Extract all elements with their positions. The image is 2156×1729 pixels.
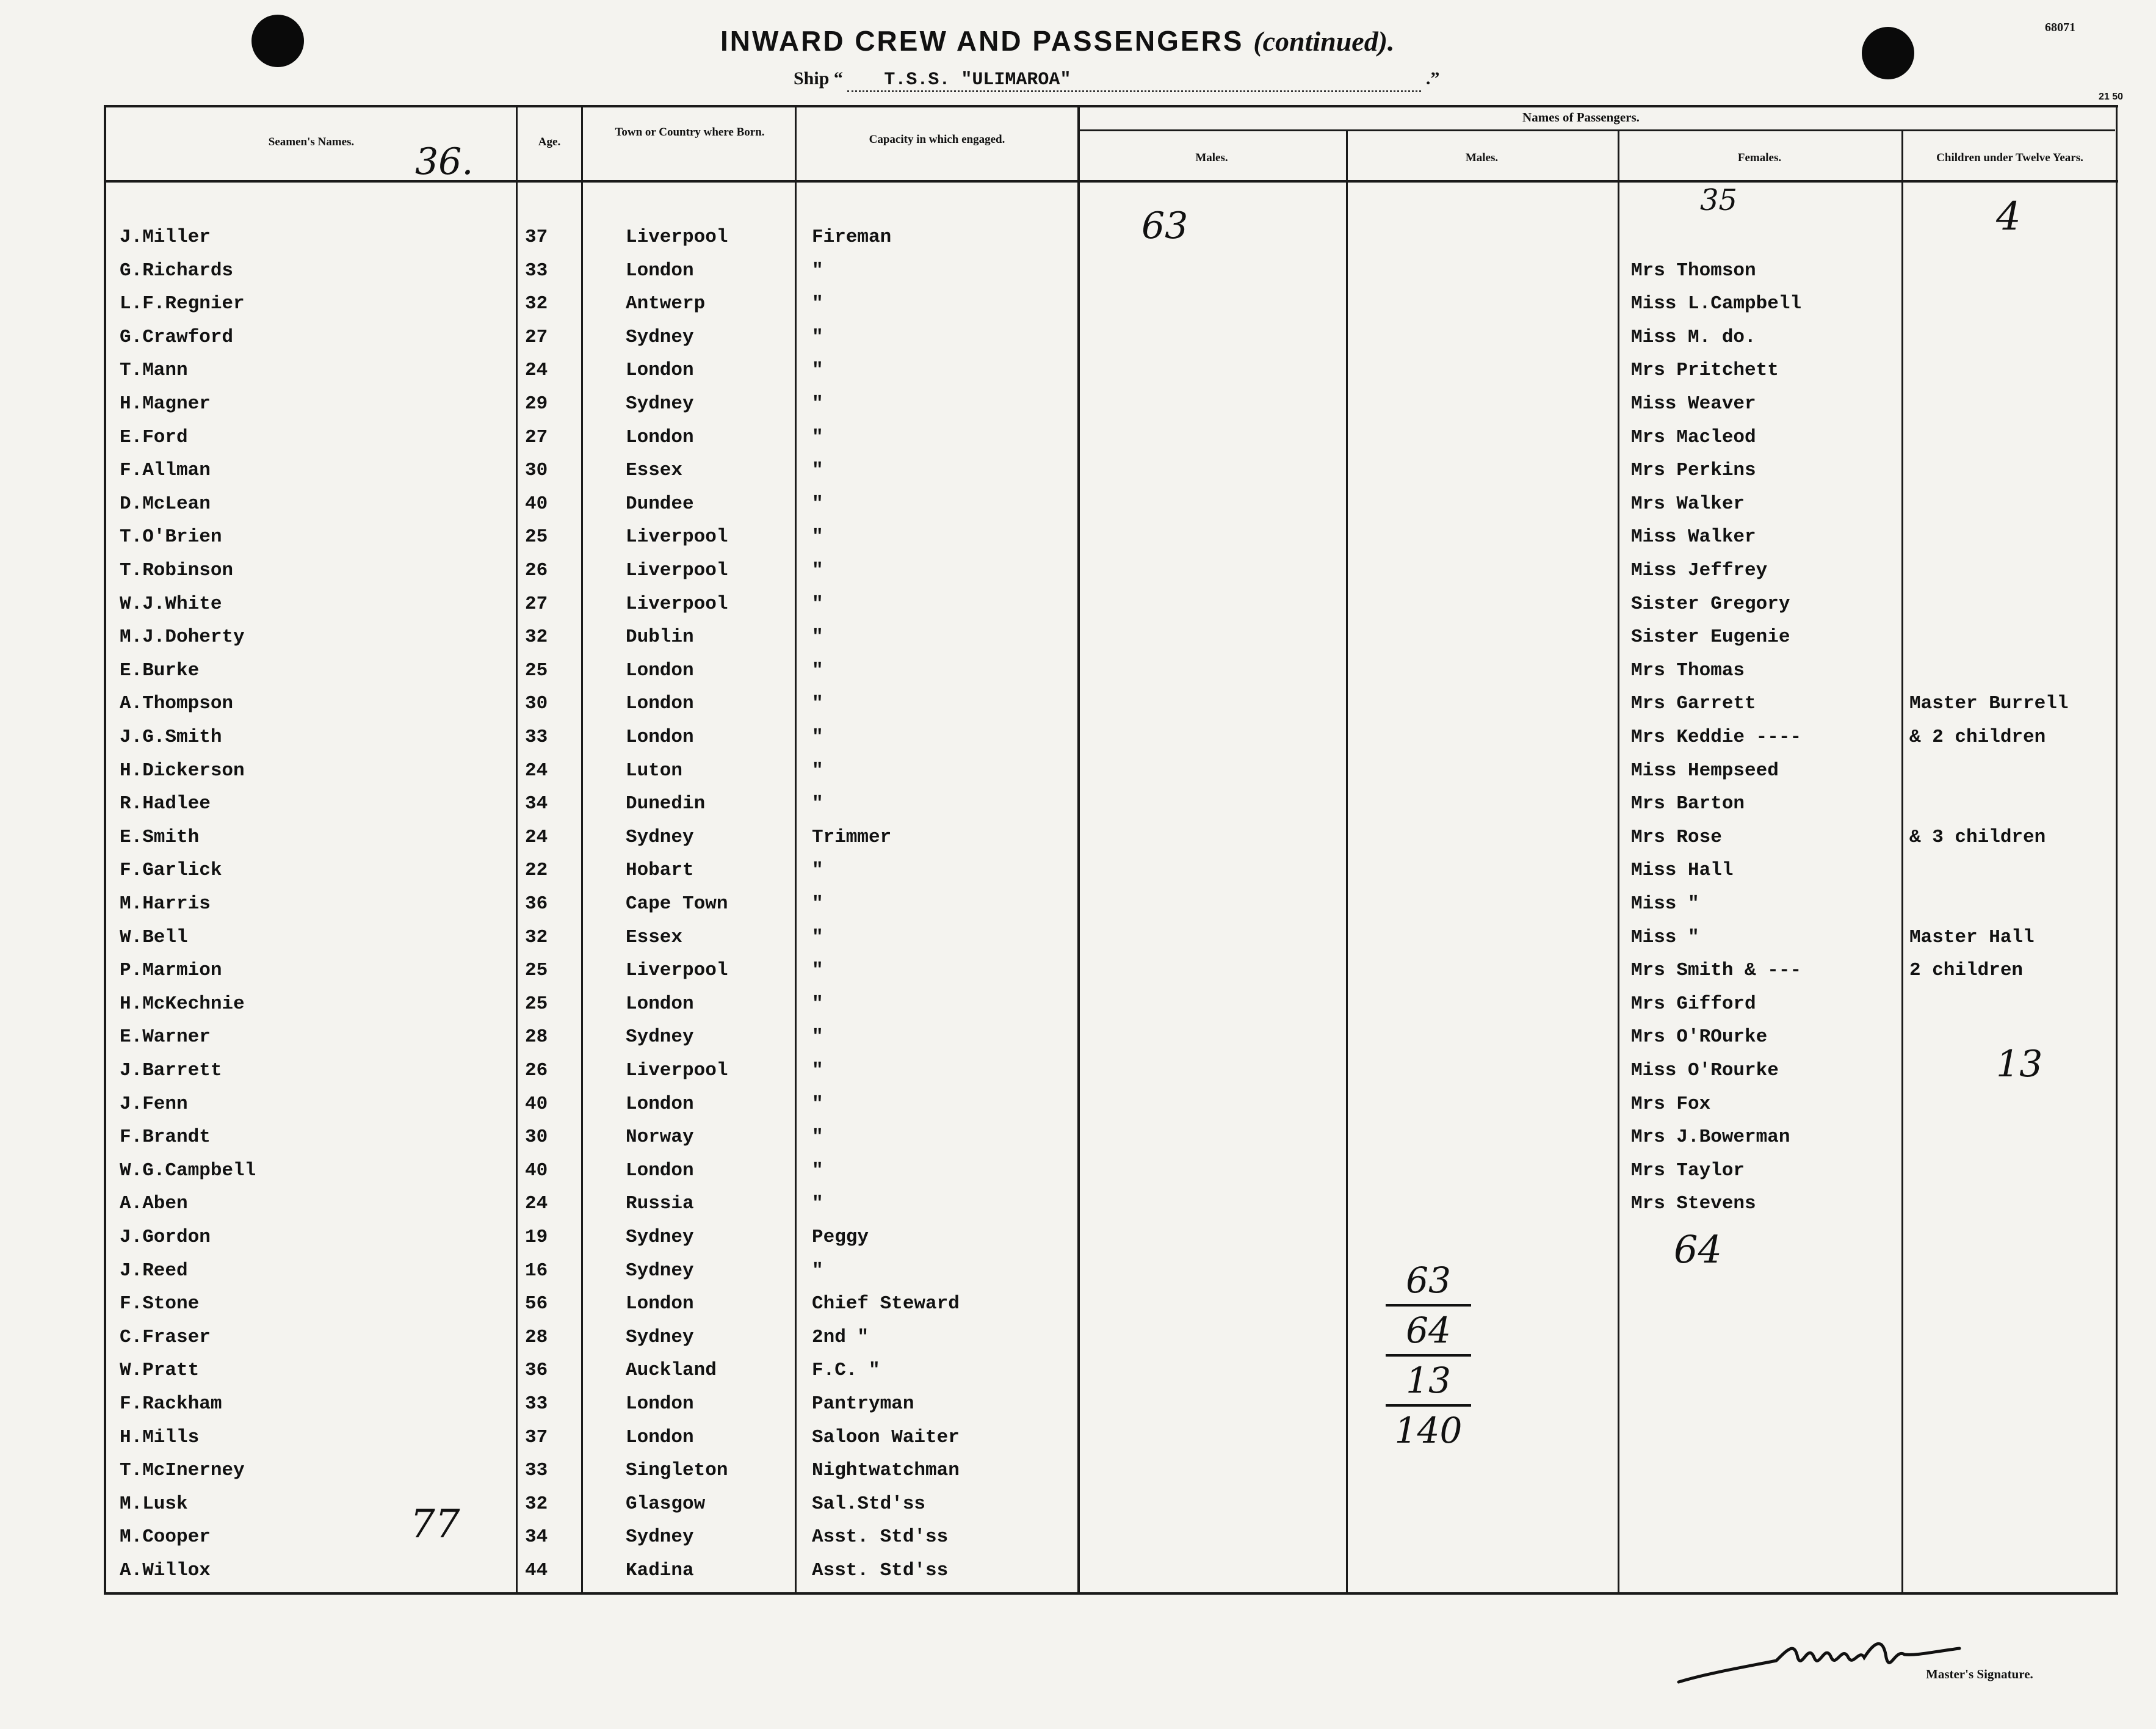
seaman-capacity: " <box>812 727 823 748</box>
seaman-name: H.Dickerson <box>120 759 245 781</box>
seaman-age: 26 <box>525 1060 548 1081</box>
seaman-age: 40 <box>525 1093 548 1115</box>
seaman-name: E.Warner <box>120 1026 211 1048</box>
seaman-birthplace: London <box>626 1093 694 1115</box>
seaman-birthplace: Essex <box>626 926 683 948</box>
seaman-birthplace: London <box>626 659 694 681</box>
seaman-name: T.Robinson <box>120 560 234 581</box>
seaman-name: W.Bell <box>120 926 188 948</box>
seaman-name: E.Burke <box>120 659 200 681</box>
seaman-birthplace: London <box>626 993 694 1015</box>
seaman-birthplace: London <box>626 1426 694 1448</box>
seaman-capacity: " <box>812 526 823 548</box>
seaman-birthplace: Norway <box>626 1126 694 1148</box>
seaman-capacity: " <box>812 259 823 281</box>
seaman-birthplace: Liverpool <box>626 593 728 615</box>
seaman-capacity: " <box>812 360 823 382</box>
seaman-birthplace: London <box>626 1393 694 1415</box>
seaman-name: F.Allman <box>120 460 211 482</box>
seaman-birthplace: Auckland <box>626 1360 717 1382</box>
seaman-birthplace: Liverpool <box>626 560 728 581</box>
seaman-capacity: " <box>812 960 823 982</box>
female-passenger: Mrs Stevens <box>1631 1193 1756 1215</box>
handwritten-female-count: 35 <box>1700 183 1738 217</box>
seaman-capacity: " <box>812 1260 823 1281</box>
seaman-name: W.G.Campbell <box>120 1159 256 1181</box>
seaman-birthplace: Dundee <box>626 493 694 515</box>
seaman-name: W.Pratt <box>120 1360 200 1382</box>
female-passenger: Miss O'Rourke <box>1631 1060 1779 1081</box>
col-rule-left <box>104 105 106 1595</box>
header-town: Town or Country where Born. <box>615 126 765 139</box>
female-passenger: Miss " <box>1631 926 1699 948</box>
seaman-capacity: Asst. Std'ss <box>812 1560 949 1581</box>
seaman-birthplace: Liverpool <box>626 227 728 248</box>
seaman-capacity: 2nd " <box>812 1326 869 1348</box>
female-passenger: Mrs Fox <box>1631 1093 1711 1115</box>
seaman-capacity: " <box>812 626 823 648</box>
seaman-name: R.Hadlee <box>120 793 211 815</box>
col-rule-town <box>581 105 583 1595</box>
seaman-capacity: " <box>812 393 823 415</box>
header-bottom-rule <box>104 180 2118 183</box>
handwritten-crew-count: 36. <box>415 140 474 183</box>
seaman-age: 24 <box>525 1193 548 1215</box>
child-passenger: Master Burrell <box>1909 693 2069 715</box>
seaman-birthplace: Singleton <box>626 1460 728 1482</box>
seaman-name: M.J.Doherty <box>120 626 245 648</box>
col-rule-children <box>1901 129 1903 1595</box>
seaman-capacity: " <box>812 993 823 1015</box>
seaman-name: L.F.Regnier <box>120 293 245 315</box>
female-passenger: Mrs Keddie ---- <box>1631 727 1802 748</box>
female-passenger: Mrs Walker <box>1631 493 1745 515</box>
seaman-age: 32 <box>525 626 548 648</box>
handwritten-males-count: 63 <box>1141 205 1188 247</box>
seaman-age: 32 <box>525 926 548 948</box>
seaman-birthplace: Luton <box>626 759 683 781</box>
female-passenger: Mrs Rose <box>1631 826 1722 848</box>
seaman-name: M.Harris <box>120 893 211 915</box>
seaman-age: 27 <box>525 426 548 448</box>
seaman-name: A.Aben <box>120 1193 188 1215</box>
seaman-age: 25 <box>525 960 548 982</box>
seaman-birthplace: Sydney <box>626 1326 694 1348</box>
ship-label: Ship “ <box>794 68 843 89</box>
seaman-capacity: " <box>812 893 823 915</box>
seaman-birthplace: Dunedin <box>626 793 706 815</box>
seaman-age: 29 <box>525 393 548 415</box>
seaman-age: 27 <box>525 326 548 348</box>
seaman-capacity: " <box>812 1093 823 1115</box>
seaman-name: F.Garlick <box>120 860 222 882</box>
tally-line: 64 <box>1386 1307 1471 1357</box>
seaman-age: 28 <box>525 1326 548 1348</box>
seaman-birthplace: Antwerp <box>626 293 706 315</box>
seaman-capacity: Nightwatchman <box>812 1460 960 1482</box>
signature-label: Master's Signature. <box>1926 1667 2033 1681</box>
seaman-capacity: " <box>812 326 823 348</box>
seaman-age: 25 <box>525 526 548 548</box>
seaman-capacity: " <box>812 593 823 615</box>
female-passenger: Mrs Thomson <box>1631 259 1756 281</box>
seaman-name: A.Thompson <box>120 693 234 715</box>
seaman-age: 34 <box>525 793 548 815</box>
seaman-birthplace: Sydney <box>626 1026 694 1048</box>
seaman-age: 27 <box>525 593 548 615</box>
seaman-capacity: " <box>812 493 823 515</box>
seaman-name: T.Mann <box>120 360 188 382</box>
child-passenger: 2 children <box>1909 960 2024 982</box>
seaman-age: 19 <box>525 1227 548 1248</box>
seaman-age: 25 <box>525 993 548 1015</box>
seaman-capacity: Pantryman <box>812 1393 914 1415</box>
female-passenger: Sister Eugenie <box>1631 626 1790 648</box>
seaman-capacity: " <box>812 926 823 948</box>
seaman-age: 32 <box>525 1493 548 1515</box>
passenger-group-rule <box>1077 129 2115 131</box>
col-rule-females <box>1618 129 1619 1595</box>
female-passenger: Mrs O'ROurke <box>1631 1026 1768 1048</box>
seaman-capacity: " <box>812 460 823 482</box>
table-bottom-rule <box>104 1592 2118 1595</box>
seaman-name: J.Gordon <box>120 1227 211 1248</box>
seaman-birthplace: Liverpool <box>626 960 728 982</box>
female-passenger: Mrs Perkins <box>1631 460 1756 482</box>
female-passenger: Miss Hall <box>1631 860 1734 882</box>
seaman-age: 25 <box>525 659 548 681</box>
seaman-name: F.Stone <box>120 1293 200 1315</box>
seaman-name: J.Barrett <box>120 1060 222 1081</box>
seaman-age: 33 <box>525 259 548 281</box>
seaman-age: 30 <box>525 693 548 715</box>
header-capacity: Capacity in which engaged. <box>869 133 1005 146</box>
col-rule-passengers <box>1077 105 1080 1595</box>
seaman-age: 34 <box>525 1526 548 1548</box>
female-passenger: Mrs J.Bowerman <box>1631 1126 1790 1148</box>
seaman-capacity: " <box>812 659 823 681</box>
seaman-birthplace: Hobart <box>626 860 694 882</box>
seaman-birthplace: London <box>626 693 694 715</box>
header-females: Females. <box>1737 151 1782 164</box>
female-passenger: Mrs Macleod <box>1631 426 1756 448</box>
col-rule-age <box>516 105 518 1595</box>
seaman-name: G.Richards <box>120 259 234 281</box>
seaman-age: 33 <box>525 727 548 748</box>
seaman-name: P.Marmion <box>120 960 222 982</box>
title-suffix: (continued). <box>1253 26 1395 57</box>
seaman-capacity: " <box>812 1026 823 1048</box>
seaman-capacity: " <box>812 426 823 448</box>
ship-close: .” <box>1425 68 1440 89</box>
seaman-name: T.McInerney <box>120 1460 245 1482</box>
seaman-birthplace: London <box>626 259 694 281</box>
female-passenger: Miss M. do. <box>1631 326 1756 348</box>
female-passenger: Mrs Pritchett <box>1631 360 1779 382</box>
female-passenger: Mrs Smith & --- <box>1631 960 1802 982</box>
seaman-birthplace: Sydney <box>626 1260 694 1281</box>
seaman-capacity: Asst. Std'ss <box>812 1526 949 1548</box>
seaman-age: 36 <box>525 1360 548 1382</box>
seaman-name: D.McLean <box>120 493 211 515</box>
female-passenger: Miss Jeffrey <box>1631 560 1768 581</box>
child-passenger: & 2 children <box>1909 727 2046 748</box>
seaman-age: 40 <box>525 1159 548 1181</box>
form-number: 68071 <box>2045 21 2075 34</box>
seaman-capacity: " <box>812 1193 823 1215</box>
seaman-name: C.Fraser <box>120 1326 211 1348</box>
seaman-age: 28 <box>525 1026 548 1048</box>
seaman-birthplace: Sydney <box>626 1227 694 1248</box>
seaman-birthplace: Cape Town <box>626 893 728 915</box>
seaman-birthplace: Russia <box>626 1193 694 1215</box>
seaman-capacity: Fireman <box>812 227 892 248</box>
title-text: INWARD CREW AND PASSENGERS <box>720 25 1244 57</box>
seaman-age: 16 <box>525 1260 548 1281</box>
seaman-capacity: " <box>812 793 823 815</box>
female-passenger: Miss " <box>1631 893 1699 915</box>
tally-line: 140 <box>1394 1410 1463 1451</box>
col-rule-capacity <box>795 105 797 1595</box>
header-males-1: Males. <box>1195 151 1228 164</box>
female-passenger: Mrs Thomas <box>1631 659 1745 681</box>
seaman-name: H.McKechnie <box>120 993 245 1015</box>
seaman-birthplace: Sydney <box>626 326 694 348</box>
handwritten-children-count: 4 <box>1996 194 2021 239</box>
seaman-birthplace: London <box>626 426 694 448</box>
col-rule-males2 <box>1346 129 1348 1595</box>
handwritten-female-tail: 64 <box>1674 1227 1722 1272</box>
seaman-age: 30 <box>525 1126 548 1148</box>
side-mark: 21 50 <box>2099 92 2124 102</box>
seaman-name: J.Fenn <box>120 1093 188 1115</box>
seaman-birthplace: Sydney <box>626 826 694 848</box>
header-children: Children under Twelve Years. <box>1936 151 2083 164</box>
seaman-capacity: Chief Steward <box>812 1293 960 1315</box>
seaman-age: 24 <box>525 826 548 848</box>
seaman-name: M.Cooper <box>120 1526 211 1548</box>
seaman-name: A.Willox <box>120 1560 211 1581</box>
seaman-capacity: " <box>812 1060 823 1081</box>
seaman-birthplace: Liverpool <box>626 526 728 548</box>
seaman-birthplace: London <box>626 1159 694 1181</box>
page-title <box>720 24 1395 57</box>
punch-hole-left <box>251 15 304 67</box>
seaman-name: E.Ford <box>120 426 188 448</box>
seaman-capacity: Sal.Std'ss <box>812 1493 926 1515</box>
seaman-birthplace: London <box>626 727 694 748</box>
seaman-age: 24 <box>525 360 548 382</box>
seaman-age: 22 <box>525 860 548 882</box>
seaman-name: F.Brandt <box>120 1126 211 1148</box>
seaman-name: F.Rackham <box>120 1393 222 1415</box>
seaman-age: 37 <box>525 1426 548 1448</box>
seaman-name: J.Miller <box>120 227 211 248</box>
ship-name: T.S.S. "ULIMAROA" <box>847 70 1421 92</box>
seaman-age: 40 <box>525 493 548 515</box>
seaman-name: G.Crawford <box>120 326 234 348</box>
female-passenger: Miss Walker <box>1631 526 1756 548</box>
handwritten-crew-tail: 77 <box>410 1502 460 1547</box>
seaman-birthplace: Essex <box>626 460 683 482</box>
seaman-age: 56 <box>525 1293 548 1315</box>
seaman-age: 30 <box>525 460 548 482</box>
child-passenger: Master Hall <box>1909 926 2035 948</box>
header-age: Age. <box>538 136 561 148</box>
seaman-capacity: " <box>812 293 823 315</box>
seaman-birthplace: London <box>626 360 694 382</box>
seaman-capacity: " <box>812 860 823 882</box>
female-passenger: Miss Weaver <box>1631 393 1756 415</box>
seaman-age: 24 <box>525 759 548 781</box>
tally-line: 63 <box>1386 1256 1471 1307</box>
seaman-birthplace: Sydney <box>626 393 694 415</box>
seaman-capacity: " <box>812 1126 823 1148</box>
ship-line <box>794 68 1439 92</box>
table-top-rule <box>104 105 2118 107</box>
female-passenger: Mrs Barton <box>1631 793 1745 815</box>
tally-line: 13 <box>1386 1357 1471 1407</box>
female-passenger: Sister Gregory <box>1631 593 1790 615</box>
seaman-capacity: Trimmer <box>812 826 892 848</box>
seaman-age: 33 <box>525 1393 548 1415</box>
female-passenger: Miss L.Campbell <box>1631 293 1802 315</box>
seaman-age: 32 <box>525 293 548 315</box>
punch-hole-right <box>1862 27 1914 79</box>
seaman-capacity: F.C. " <box>812 1360 880 1382</box>
female-passenger: Mrs Garrett <box>1631 693 1756 715</box>
header-passengers-group: Names of Passengers. <box>1522 110 1640 125</box>
seaman-name: H.Mills <box>120 1426 200 1448</box>
seaman-birthplace: Kadina <box>626 1560 694 1581</box>
seaman-name: W.J.White <box>120 593 222 615</box>
header-seamen-names: Seamen's Names. <box>268 136 355 148</box>
seaman-name: M.Lusk <box>120 1493 188 1515</box>
seaman-name: H.Magner <box>120 393 211 415</box>
seaman-capacity: " <box>812 1159 823 1181</box>
seaman-name: J.Reed <box>120 1260 188 1281</box>
seaman-birthplace: London <box>626 1293 694 1315</box>
seaman-capacity: " <box>812 693 823 715</box>
seaman-birthplace: Dublin <box>626 626 694 648</box>
seaman-age: 33 <box>525 1460 548 1482</box>
header-males-2: Males. <box>1465 151 1499 164</box>
seaman-capacity: " <box>812 759 823 781</box>
child-passenger: & 3 children <box>1909 826 2046 848</box>
master-signature <box>1673 1624 1978 1697</box>
seaman-capacity: Saloon Waiter <box>812 1426 960 1448</box>
handwritten-children-tail: 13 <box>1996 1043 2043 1086</box>
female-passenger: Miss Hempseed <box>1631 759 1779 781</box>
seaman-capacity: Peggy <box>812 1227 869 1248</box>
seaman-birthplace: Glasgow <box>626 1493 706 1515</box>
seaman-birthplace: Liverpool <box>626 1060 728 1081</box>
seaman-capacity: " <box>812 560 823 581</box>
seaman-name: J.G.Smith <box>120 727 222 748</box>
col-rule-right <box>2116 105 2118 1595</box>
seaman-age: 44 <box>525 1560 548 1581</box>
female-passenger: Mrs Taylor <box>1631 1159 1745 1181</box>
seaman-birthplace: Sydney <box>626 1526 694 1548</box>
handwritten-tally <box>1386 1256 1471 1454</box>
seaman-name: E.Smith <box>120 826 200 848</box>
seaman-age: 37 <box>525 227 548 248</box>
seaman-age: 36 <box>525 893 548 915</box>
seaman-name: T.O'Brien <box>120 526 222 548</box>
seaman-age: 26 <box>525 560 548 581</box>
female-passenger: Mrs Gifford <box>1631 993 1756 1015</box>
